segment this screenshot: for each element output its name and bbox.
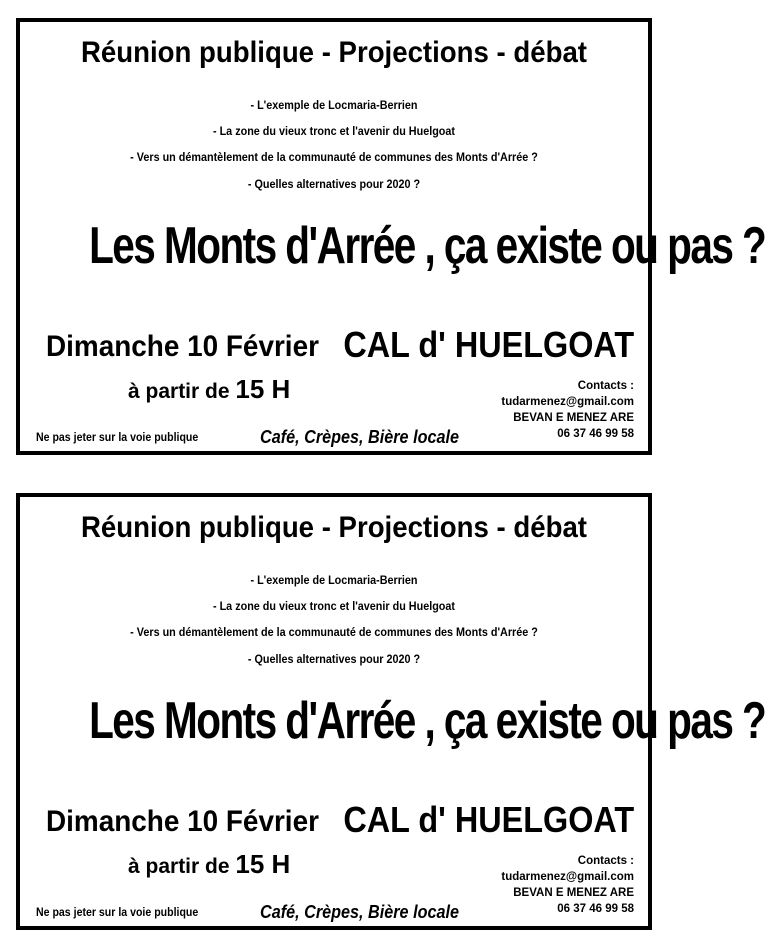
refreshments: Café, Crèpes, Bière locale bbox=[260, 902, 459, 922]
contacts-email: tudarmenez@gmail.com bbox=[501, 396, 634, 408]
bullet-item: - La zone du vieux tronc et l'avenir du Huelgoat bbox=[212, 599, 456, 613]
refreshments: Café, Crèpes, Bière locale bbox=[260, 427, 459, 447]
time-hour: 15 H bbox=[235, 849, 291, 879]
event-venue: CAL d' HUELGOAT bbox=[343, 324, 634, 365]
litter-notice: Ne pas jeter sur la voie publique bbox=[36, 432, 199, 444]
contacts-label: Contacts : bbox=[577, 855, 634, 867]
time-prefix: à partir de bbox=[128, 380, 230, 403]
contacts-phone: 06 37 46 99 58 bbox=[557, 903, 634, 915]
bullet-item: - Vers un démantèlement de la communauté de communes des Monts d'Arrée ? bbox=[130, 150, 538, 164]
bullet-item: - Quelles alternatives pour 2020 ? bbox=[247, 177, 421, 191]
contacts-block bbox=[501, 853, 634, 917]
flyer-title: Réunion publique - Projections - débat bbox=[80, 511, 587, 544]
event-date: Dimanche 10 Février bbox=[46, 330, 319, 363]
bullet-item: - Vers un démantèlement de la communauté de communes des Monts d'Arrée ? bbox=[130, 625, 538, 639]
bullet-item: - L'exemple de Locmaria-Berrien bbox=[250, 98, 418, 112]
bullet-item: - L'exemple de Locmaria-Berrien bbox=[250, 573, 418, 587]
flyer-bottom bbox=[16, 493, 765, 930]
contacts-email: tudarmenez@gmail.com bbox=[501, 871, 634, 883]
time-prefix: à partir de bbox=[128, 855, 230, 878]
time-hour: 15 H bbox=[235, 374, 291, 404]
contacts-block bbox=[501, 378, 634, 442]
flyer-top bbox=[16, 18, 765, 455]
event-date: Dimanche 10 Février bbox=[46, 805, 319, 838]
contacts-phone: 06 37 46 99 58 bbox=[557, 428, 634, 440]
bullet-item: - La zone du vieux tronc et l'avenir du Huelgoat bbox=[212, 124, 456, 138]
contacts-org: BEVAN E MENEZ ARE bbox=[513, 412, 634, 424]
litter-notice: Ne pas jeter sur la voie publique bbox=[36, 907, 199, 919]
flyer-headline: Les Monts d'Arrée , ça existe ou pas ? bbox=[89, 692, 765, 750]
event-time bbox=[128, 849, 290, 880]
contacts-org: BEVAN E MENEZ ARE bbox=[513, 887, 634, 899]
event-venue: CAL d' HUELGOAT bbox=[343, 799, 634, 840]
contacts-label: Contacts : bbox=[577, 380, 634, 392]
bullet-item: - Quelles alternatives pour 2020 ? bbox=[247, 652, 421, 666]
flyer-headline: Les Monts d'Arrée , ça existe ou pas ? bbox=[89, 217, 765, 275]
event-time bbox=[128, 374, 290, 405]
flyer-title: Réunion publique - Projections - débat bbox=[80, 36, 587, 69]
